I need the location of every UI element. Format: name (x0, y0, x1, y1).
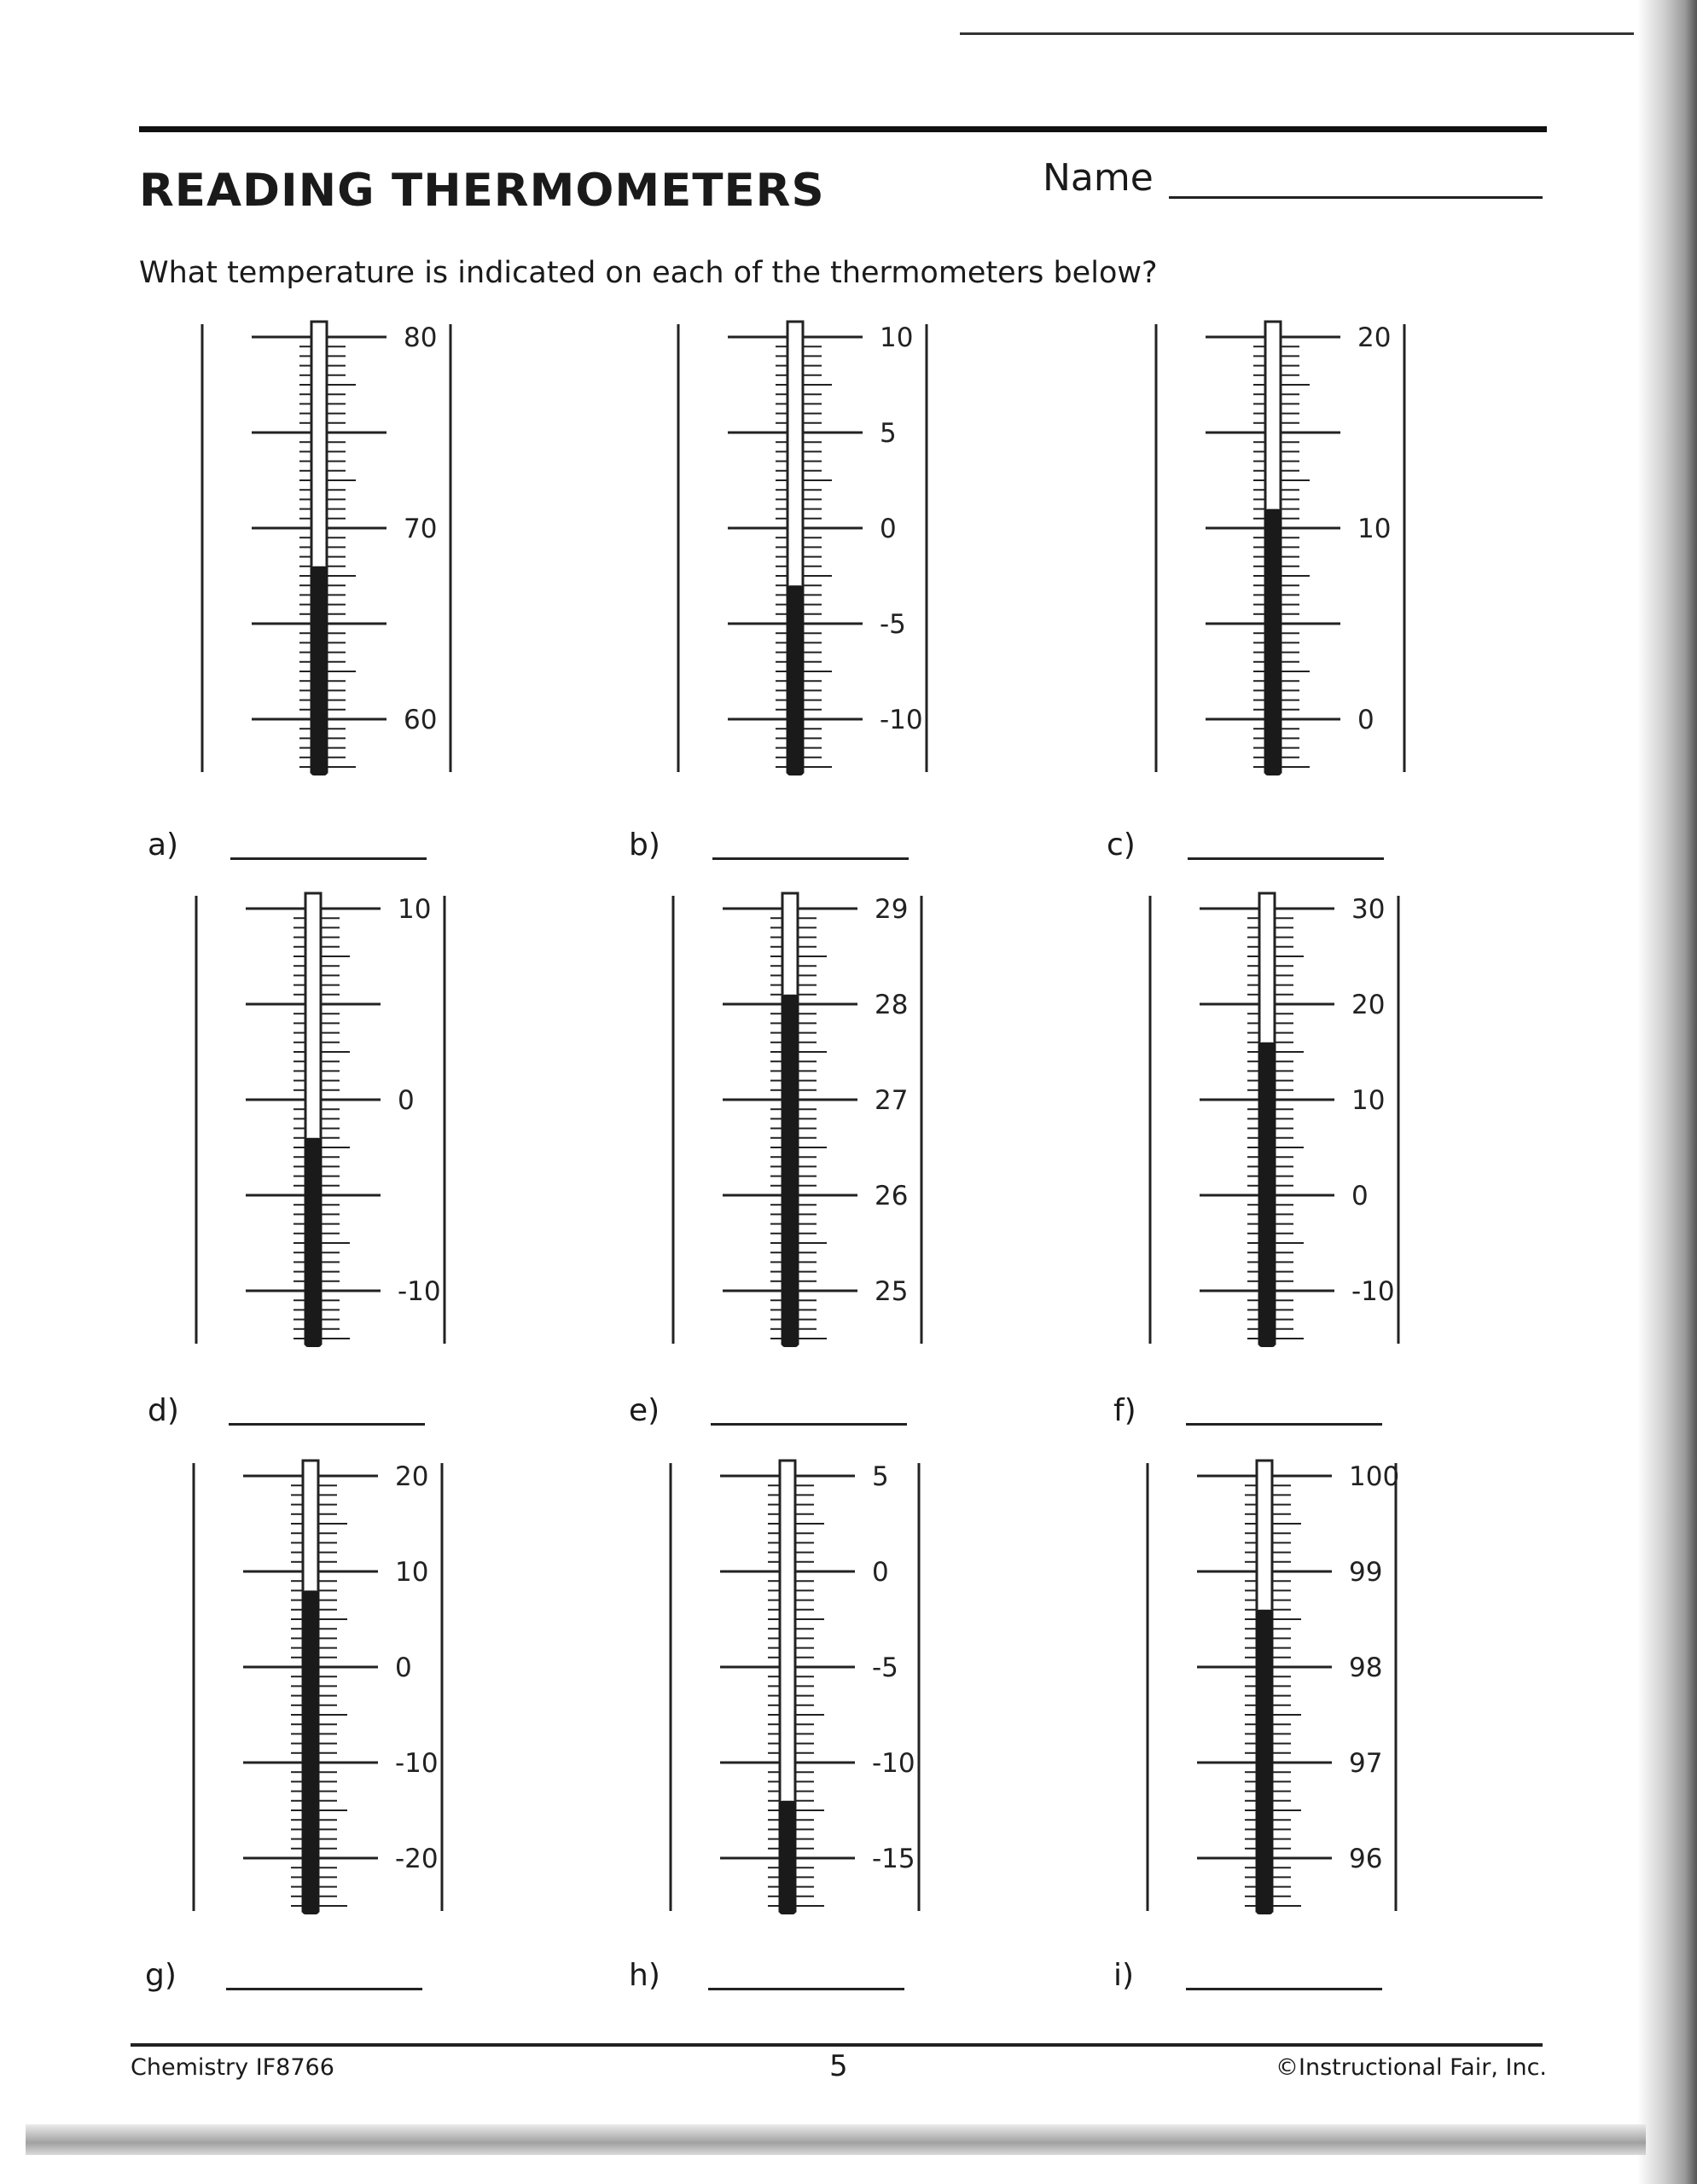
instructions: What temperature is indicated on each of the thermometers below? (139, 256, 1158, 290)
answer-label-i: i) (1113, 1958, 1135, 1993)
answer-field-d[interactable] (229, 1423, 425, 1426)
thermometer-g (183, 1459, 456, 1920)
mercury-column (779, 1801, 796, 1914)
scale-label: -20 (395, 1844, 439, 1874)
mercury-column (305, 1138, 322, 1347)
scale-label: 20 (395, 1461, 429, 1492)
scale-label: 99 (1349, 1557, 1383, 1588)
thermometer-b (668, 320, 941, 781)
scale-label: 10 (398, 894, 432, 925)
answer-field-h[interactable] (708, 1988, 904, 1990)
mercury-column (311, 566, 328, 775)
mercury-column (1256, 1610, 1273, 1914)
scale-label: -10 (1351, 1276, 1395, 1307)
scale-label: -5 (872, 1653, 898, 1683)
scale-label: 10 (1357, 514, 1392, 544)
page-edge-shadow (1637, 0, 1697, 2184)
scale-label: 0 (398, 1085, 415, 1116)
scale-label: 0 (872, 1557, 889, 1588)
thermometer-i (1137, 1459, 1410, 1920)
scale-label: 97 (1349, 1748, 1383, 1779)
thermometer-a (192, 320, 465, 781)
mercury-column (787, 585, 804, 775)
answer-field-i[interactable] (1186, 1988, 1382, 1990)
answer-label-e: e) (629, 1393, 660, 1428)
scale-label: -10 (872, 1748, 915, 1779)
scale-label: 70 (404, 514, 438, 544)
scale-label: 0 (880, 514, 897, 544)
mercury-column (1258, 1043, 1276, 1347)
scale-label: 20 (1351, 990, 1386, 1020)
mercury-column (302, 1590, 319, 1914)
scale-label: -10 (395, 1748, 439, 1779)
thermometer-f (1140, 892, 1413, 1352)
scan-bottom-shadow (26, 2124, 1646, 2155)
scale-label: 0 (1351, 1181, 1369, 1211)
scale-label: 10 (395, 1557, 429, 1588)
answer-field-a[interactable] (230, 857, 427, 860)
scale-label: 28 (875, 990, 909, 1020)
thermometer-d-svg (186, 892, 459, 1352)
scale-label: 10 (1351, 1085, 1386, 1116)
scale-label: 98 (1349, 1653, 1383, 1683)
answer-label-c: c) (1107, 828, 1136, 863)
footer-page-number: 5 (829, 2049, 848, 2083)
thermometer-d (186, 892, 459, 1352)
scale-label: 100 (1349, 1461, 1400, 1492)
scale-label: -10 (398, 1276, 441, 1307)
name-field[interactable] (1169, 196, 1543, 199)
answer-label-f: f) (1113, 1393, 1136, 1428)
answer-label-d: d) (148, 1393, 179, 1428)
scale-label: 80 (404, 322, 438, 353)
scale-label: 10 (880, 322, 914, 353)
answer-label-a: a) (148, 828, 179, 863)
name-label: Name (1043, 156, 1154, 200)
thermometer-b-svg (668, 320, 941, 781)
thermometer-c (1146, 320, 1419, 781)
thermometer-e-svg (663, 892, 936, 1352)
scale-label: 5 (872, 1461, 889, 1492)
scale-label: 5 (880, 418, 897, 449)
answer-field-b[interactable] (712, 857, 909, 860)
answer-field-e[interactable] (711, 1423, 907, 1426)
scale-label: -10 (880, 705, 923, 735)
scale-label: 0 (395, 1653, 412, 1683)
footer-rule (131, 2043, 1543, 2047)
scale-label: 60 (404, 705, 438, 735)
answer-label-g: g) (145, 1958, 177, 1993)
thermometer-i-svg (1137, 1459, 1410, 1920)
scale-label: 27 (875, 1085, 909, 1116)
scale-label: 96 (1349, 1844, 1383, 1874)
answer-field-f[interactable] (1186, 1423, 1382, 1426)
thermometer-h-svg (660, 1459, 933, 1920)
scale-label: -15 (872, 1844, 915, 1874)
top-rule (139, 126, 1547, 132)
thermometer-f-svg (1140, 892, 1413, 1352)
footer-book-code: Chemistry IF8766 (131, 2054, 334, 2081)
mercury-column (782, 995, 799, 1347)
answer-field-g[interactable] (226, 1988, 422, 1990)
thermometer-e (663, 892, 936, 1352)
scale-label: 29 (875, 894, 909, 925)
scale-label: 0 (1357, 705, 1374, 735)
scale-label: -5 (880, 609, 906, 640)
mercury-column (1264, 509, 1281, 775)
page-title: READING THERMOMETERS (139, 165, 825, 217)
scale-label: 25 (875, 1276, 909, 1307)
top-thin-rule (960, 32, 1634, 35)
thermometer-a-svg (192, 320, 465, 781)
answer-label-h: h) (629, 1958, 660, 1993)
answer-label-b: b) (629, 828, 660, 863)
thermometer-g-svg (183, 1459, 456, 1920)
footer-copyright: ©Instructional Fair, Inc. (1276, 2054, 1548, 2081)
thermometer-h (660, 1459, 933, 1920)
scale-label: 30 (1351, 894, 1386, 925)
scale-label: 20 (1357, 322, 1392, 353)
scale-label: 26 (875, 1181, 909, 1211)
answer-field-c[interactable] (1188, 857, 1384, 860)
thermometer-c-svg (1146, 320, 1419, 781)
